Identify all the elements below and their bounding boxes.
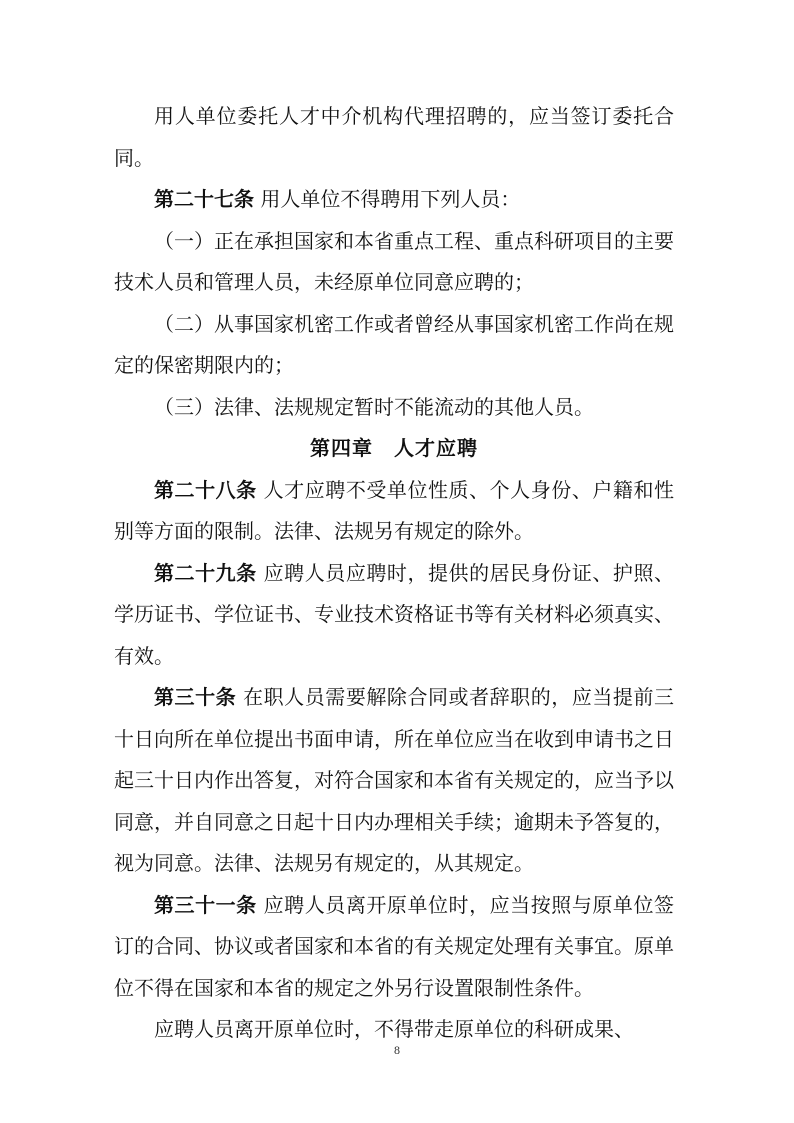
- paragraph: [114, 179, 674, 221]
- paragraph-text: 在职人员需要解除合同或者辞职的，应当提前三十日向所在单位提出书面申请，所在单位应当在收到申请书之日起三十日内作出答复，对符合国家和本省有关规定的，应当予以同意，并自同意之日起十日内办理相关手续；逾期未予答复的，视为同意。法律、法规另有规定的，从其规定。: [114, 685, 675, 875]
- paragraph-text: （二）从事国家机密工作或者曾经从事国家机密工作尚在规定的保密期限内的；: [114, 311, 674, 377]
- paragraph: [114, 221, 674, 304]
- paragraph-text: （一）正在承担国家和本省重点工程、重点科研项目的主要技术人员和管理人员，未经原单位同意应聘的；: [114, 228, 674, 294]
- paragraph-text: （三）法律、法规规定暂时不能流动的其他人员。: [154, 394, 594, 419]
- paragraph: [114, 885, 674, 1010]
- page-number: 8: [394, 1043, 400, 1057]
- article-number: 第三十一条: [154, 892, 257, 917]
- paragraph: [114, 304, 674, 387]
- article-number: 第二十九条: [154, 560, 257, 585]
- article-number: 第二十八条: [154, 477, 257, 502]
- chapter-heading: 第四章 人才应聘: [310, 436, 478, 460]
- paragraph: [114, 387, 674, 429]
- paragraph-text: 应聘人员离开原单位时，不得带走原单位的科研成果、: [154, 1017, 634, 1041]
- document-body: [114, 96, 674, 1051]
- article-number: 第二十七条: [154, 187, 254, 211]
- paragraph: [114, 96, 674, 179]
- paragraph: [114, 553, 674, 678]
- paragraph-text: 人才应聘不受单位性质、个人身份、户籍和性别等方面的限制。法律、法规另有规定的除外。: [114, 477, 675, 543]
- paragraph-text: 应聘人员应聘时，提供的居民身份证、护照、学历证书、学位证书、专业技术资格证书等有关材料必须真实、有效。: [114, 560, 675, 668]
- paragraph: [114, 470, 674, 553]
- paragraph-text: 用人单位不得聘用下列人员：: [254, 187, 521, 211]
- paragraph-text: 用人单位委托人才中介机构代理招聘的，应当签订委托合同。: [114, 104, 674, 170]
- paragraph-text: 应聘人员离开原单位时，应当按照与原单位签订的合同、协议或者国家和本省的有关规定处理有关事宜。原单位不得在国家和本省的规定之外另行设置限制性条件。: [114, 892, 675, 1000]
- article-number: 第三十条: [154, 685, 237, 709]
- paragraph: [114, 677, 674, 885]
